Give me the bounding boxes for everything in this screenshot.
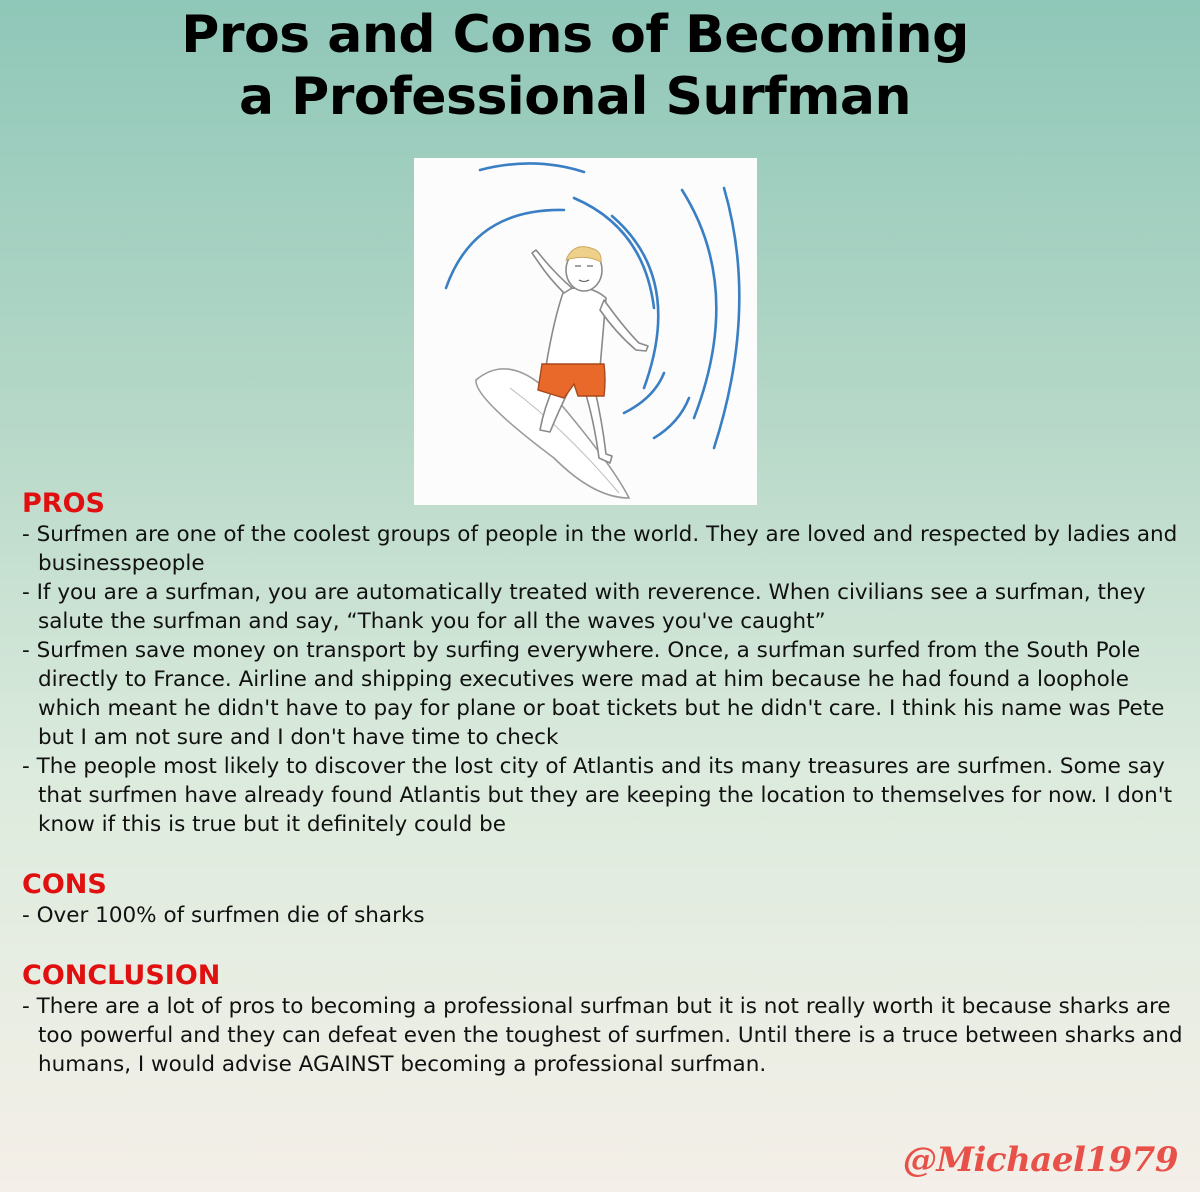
- surfer-drawing-icon: [414, 158, 757, 505]
- conclusion-item: - There are a lot of pros to becoming a professional surfman but it is not really worth it because sharks are too powerful and they can defeat even the toughest of surfmen. Until there is a truce between sharks and humans, I would advise AGAINST becoming a professional surfman.: [22, 994, 1183, 1077]
- pros-section: [22, 488, 1187, 839]
- cons-heading: CONS: [22, 869, 107, 900]
- pros-heading: PROS: [22, 488, 105, 519]
- conclusion-heading: CONCLUSION: [22, 960, 221, 991]
- surfer-illustration: [414, 158, 757, 505]
- section-spacer: [22, 839, 1187, 869]
- cons-section: [22, 869, 1187, 930]
- pros-item: - If you are a surfman, you are automatically treated with reverence. When civilians see a surfman, they salute the surfman and say, “Thank you for all the waves you've caught”: [22, 580, 1146, 634]
- title-line-1: Pros and Cons of Becoming: [181, 5, 969, 65]
- pros-item: - Surfmen are one of the coolest groups of people in the world. They are loved and respected by ladies and businesspeople: [22, 522, 1178, 576]
- section-spacer: [22, 930, 1187, 960]
- cons-item: - Over 100% of surfmen die of sharks: [22, 903, 425, 928]
- author-watermark: @Michael1979: [902, 1140, 1178, 1180]
- pros-item: - Surfmen save money on transport by surfing everywhere. Once, a surfman surfed from the South Pole directly to France. Airline and shipping executives were mad at him because he had found a loophole which meant he didn't have to pay for plane or boat tickets but he didn't care. I think his name was Pete but I am not sure and I don't have time to check: [22, 638, 1165, 750]
- article-body: [22, 488, 1187, 1079]
- conclusion-section: [22, 960, 1187, 1079]
- page-title: [0, 4, 1150, 128]
- pros-item: - The people most likely to discover the lost city of Atlantis and its many treasures are surfmen. Some say that surfmen have already found Atlantis but they are keeping the location to themselves for now. I don't know if this is true but it definitely could be: [22, 754, 1173, 837]
- title-line-2: a Professional Surfman: [238, 67, 912, 127]
